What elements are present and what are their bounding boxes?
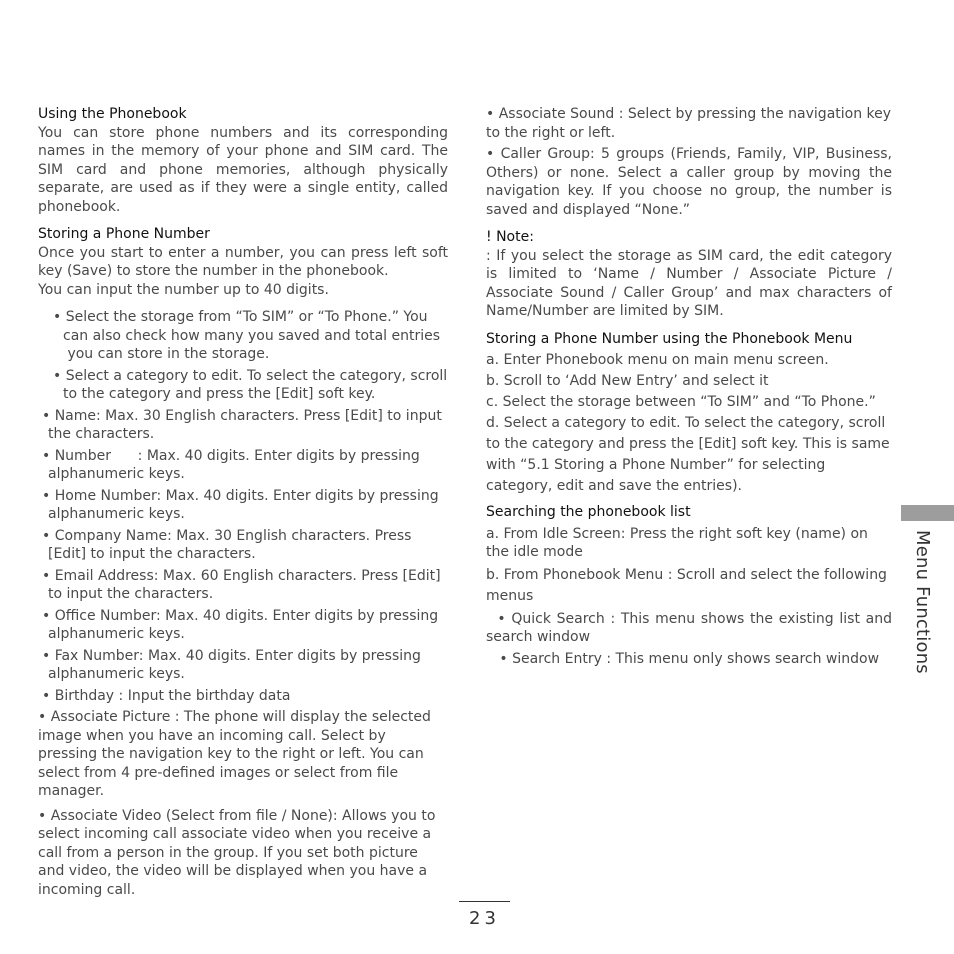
associate-video-bullet: • Associate Video (Select from file / None): Allows you to select incoming call associate video when you receive a call from a person in the group. If you set both picture and video, the video will be displayed when you have a incoming call. xyxy=(38,807,436,898)
company-name-bullet xyxy=(38,527,448,564)
storing-number-heading: Storing a Phone Number xyxy=(38,226,210,242)
email-bullet xyxy=(38,567,448,604)
number-bullet xyxy=(38,447,448,484)
category-bullet xyxy=(38,367,448,404)
caller-group-bullet: • Caller Group: 5 groups (Friends, Family, VIP, Business, Others) or none. Select a caller group by moving the navigation key. If you choose no group, the number is saved and displayed “None.” xyxy=(486,146,892,218)
list-item: • Home Number: Max. 40 digits. Enter digits by pressing xyxy=(42,487,439,504)
note-heading: ! Note: xyxy=(486,229,534,245)
list-item: alphanumeric keys. xyxy=(48,466,185,482)
list-item: • Email Address: Max. 60 English characters. Press [Edit] xyxy=(42,567,441,584)
list-item: • Quick Search : This menu shows the existing list and search window xyxy=(486,610,897,645)
list-item: • Select the storage from “To SIM” or “To Phone.” You xyxy=(53,309,428,325)
associate-picture-bullet: • Associate Picture : The phone will display the selected image when you have an incoming call. Select by pressing the navigation key to the right or left. You can select from 4 pre-defined images or select from file manager. xyxy=(38,709,431,799)
list-item: alphanumeric keys. xyxy=(48,506,185,522)
list-item: to input the characters. xyxy=(48,586,214,602)
using-phonebook-heading: Using the Phonebook xyxy=(38,106,187,122)
home-number-bullet xyxy=(38,487,448,524)
birthday-bullet xyxy=(38,687,448,706)
list-item: b. From Phonebook Menu : Scroll and select the following menus xyxy=(486,566,887,604)
phonebook-menu-steps xyxy=(486,350,892,497)
list-item: alphanumeric keys. xyxy=(48,666,185,682)
list-item: • Select a category to edit. To select the category, scroll xyxy=(53,367,448,384)
fax-number-bullet xyxy=(38,647,448,684)
note-text: : If you select the storage as SIM card, the edit category is limited to ‘Name / Number / Associate Picture / Associate Sound / Caller Group’ and max characters of Name/Number are limited by SIM. xyxy=(486,247,892,319)
list-item: [Edit] to input the characters. xyxy=(48,546,256,562)
footer-rule xyxy=(459,901,510,902)
list-item: • Name: Max. 30 English characters. Press [Edit] to input xyxy=(42,407,442,424)
list-item: a. From Idle Screen: Press the right soft key (name) on the idle mode xyxy=(486,525,868,560)
office-number-bullet xyxy=(38,607,448,644)
section-tab-marker xyxy=(901,505,954,521)
list-item: • Fax Number: Max. 40 digits. Enter digits by pressing xyxy=(42,647,421,664)
list-item: a. Enter Phonebook menu on main menu screen. xyxy=(486,352,829,368)
list-item: the characters. xyxy=(48,426,155,442)
list-item: b. Scroll to ‘Add New Entry’ and select it xyxy=(486,373,769,389)
list-item: to the category and press the [Edit] soft key. xyxy=(63,386,376,402)
right-column xyxy=(486,105,897,668)
list-item: d. Select a category to edit. To select the category, scroll to the category and press the [Edit] soft key. This is same with “5.1 Storing a Phone Number” for selecting category, edit and save the entries). xyxy=(486,415,890,494)
page-number: 23 xyxy=(469,908,500,929)
storage-bullet xyxy=(38,308,448,364)
list-item: • Number : Max. 40 digits. Enter digits by pressing xyxy=(42,447,420,464)
list-item: can also check how many you saved and total entries xyxy=(63,327,441,344)
phonebook-menu-heading: Storing a Phone Number using the Phonebook Menu xyxy=(486,330,853,347)
list-item: • Birthday : Input the birthday data xyxy=(42,687,291,704)
list-item: • Company Name: Max. 30 English characters. Press xyxy=(42,527,412,544)
list-item: alphanumeric keys. xyxy=(48,626,185,642)
list-item: c. Select the storage between “To SIM” and “To Phone.” xyxy=(486,394,876,410)
left-column xyxy=(38,105,448,899)
section-side-label: Menu Functions xyxy=(912,530,933,674)
using-phonebook-text: You can store phone numbers and its corresponding names in the memory of your phone and SIM card. The SIM card and phone memories, although physically separate, are used as if they were a single entity, called phonebook. xyxy=(38,124,448,215)
storing-number-text: Once you start to enter a number, you can press left soft key (Save) to store the number in the phonebook. xyxy=(38,244,448,279)
associate-sound-bullet: • Associate Sound : Select by pressing the navigation key to the right or left. xyxy=(486,106,892,141)
list-item: • Search Entry : This menu only shows search window xyxy=(486,650,880,667)
list-item: • Office Number: Max. 40 digits. Enter digits by pressing xyxy=(42,607,439,624)
searching-heading: Searching the phonebook list xyxy=(486,504,691,520)
name-bullet xyxy=(38,407,448,444)
list-item: you can store in the storage. xyxy=(63,346,270,362)
storing-number-limit: You can input the number up to 40 digits. xyxy=(38,281,329,298)
